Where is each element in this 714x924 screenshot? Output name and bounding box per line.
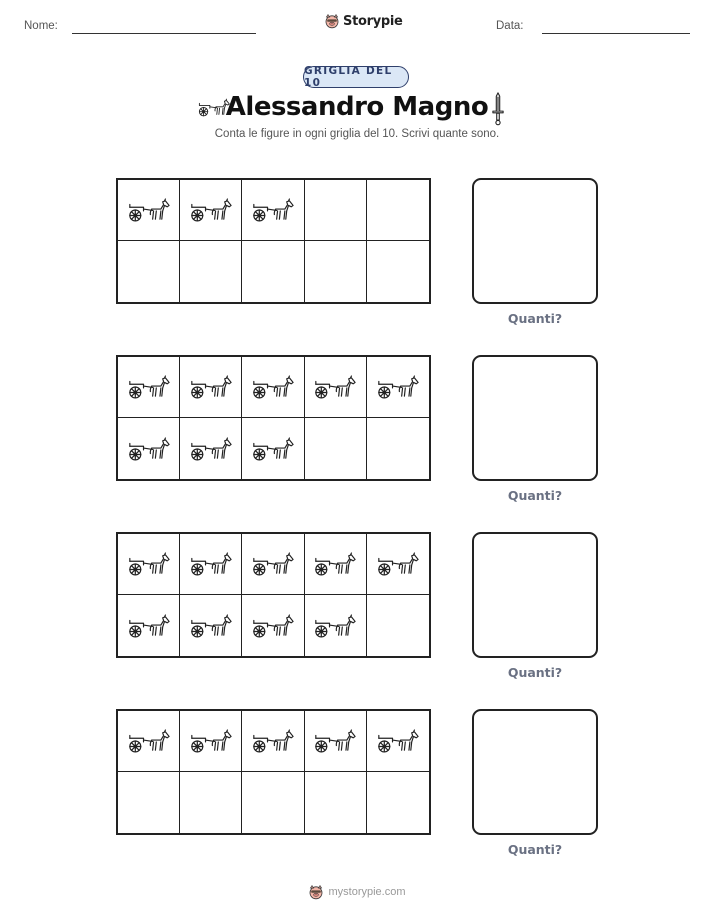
- brand-name: Storypie: [343, 13, 403, 29]
- ten-frame-cell: [367, 595, 429, 656]
- answer-label: Quanti?: [507, 665, 563, 680]
- horse-cart-icon: [190, 727, 232, 755]
- ten-frame-cell: [367, 418, 429, 479]
- ten-frame-cell: [118, 357, 180, 418]
- horse-cart-icon: [252, 435, 294, 463]
- ten-frame-cell: [180, 357, 242, 418]
- horse-cart-icon: [128, 612, 170, 640]
- ten-frame-cell: [118, 180, 180, 241]
- ten-frame-cell: [367, 711, 429, 772]
- ten-frame-cell: [118, 418, 180, 479]
- name-line: [72, 33, 256, 34]
- horse-cart-icon: [190, 373, 232, 401]
- ten-frame-cell: [367, 534, 429, 595]
- horse-cart-icon: [252, 196, 294, 224]
- ten-frame: [116, 355, 431, 481]
- ten-frame-cell: [242, 180, 304, 241]
- ten-frame-cell: [305, 241, 367, 302]
- ten-frame-cell: [180, 595, 242, 656]
- pig-mascot-icon: [308, 884, 324, 900]
- ten-frame-cell: [180, 418, 242, 479]
- horse-cart-icon: [128, 373, 170, 401]
- horse-cart-icon: [252, 612, 294, 640]
- worksheet-badge: GRIGLIA DEL 10: [303, 66, 409, 88]
- horse-cart-icon: [128, 435, 170, 463]
- ten-frame-cell: [242, 418, 304, 479]
- ten-frame-cell: [367, 772, 429, 833]
- horse-cart-icon: [190, 550, 232, 578]
- horse-cart-icon: [190, 612, 232, 640]
- pig-mascot-icon: [324, 13, 340, 29]
- answer-label: Quanti?: [507, 311, 563, 326]
- answer-box[interactable]: [472, 178, 598, 304]
- ten-frame-cell: [305, 357, 367, 418]
- brand: [324, 13, 403, 29]
- ten-frame-cell: [305, 595, 367, 656]
- answer-box[interactable]: [472, 532, 598, 658]
- horse-cart-icon: [128, 727, 170, 755]
- ten-frame-cell: [242, 357, 304, 418]
- horse-cart-icon: [314, 727, 356, 755]
- ten-frame-cell: [305, 772, 367, 833]
- ten-frame-cell: [118, 772, 180, 833]
- ten-frame-cell: [367, 241, 429, 302]
- ten-frame-cell: [180, 772, 242, 833]
- ten-frame: [116, 178, 431, 304]
- ten-frame-cell: [180, 241, 242, 302]
- horse-cart-icon: [128, 550, 170, 578]
- ten-frame-cell: [242, 241, 304, 302]
- horse-cart-icon: [190, 435, 232, 463]
- ten-frame-cell: [305, 534, 367, 595]
- ten-frame-cell: [242, 534, 304, 595]
- name-label: Nome:: [24, 20, 58, 32]
- ten-frame-cell: [242, 711, 304, 772]
- horse-cart-icon: [252, 373, 294, 401]
- horse-cart-icon: [377, 727, 419, 755]
- ten-frame-cell: [305, 418, 367, 479]
- answer-label: Quanti?: [507, 488, 563, 503]
- answer-label: Quanti?: [507, 842, 563, 857]
- horse-cart-icon: [377, 550, 419, 578]
- ten-frame-cell: [118, 711, 180, 772]
- ten-frame: [116, 532, 431, 658]
- ten-frame-cell: [305, 711, 367, 772]
- ten-frame-cell: [242, 772, 304, 833]
- ten-frame-cell: [180, 711, 242, 772]
- ten-frame-cell: [242, 595, 304, 656]
- horse-cart-icon: [252, 727, 294, 755]
- answer-box[interactable]: [472, 355, 598, 481]
- ten-frame-cell: [305, 180, 367, 241]
- ten-frame-cell: [118, 241, 180, 302]
- horse-cart-icon: [314, 612, 356, 640]
- ten-frame-cell: [118, 595, 180, 656]
- horse-cart-icon: [377, 373, 419, 401]
- footer: [0, 884, 714, 900]
- ten-frame-cell: [367, 357, 429, 418]
- sword-icon: [490, 92, 506, 126]
- answer-box[interactable]: [472, 709, 598, 835]
- footer-url: mystorypie.com: [328, 886, 406, 898]
- horse-cart-icon: [190, 196, 232, 224]
- horse-cart-icon: [314, 373, 356, 401]
- ten-frame: [116, 709, 431, 835]
- horse-cart-icon: [128, 196, 170, 224]
- horse-cart-icon: [252, 550, 294, 578]
- instructions: Conta le figure in ogni griglia del 10. Scrivi quante sono.: [214, 128, 500, 140]
- ten-frame-cell: [118, 534, 180, 595]
- ten-frame-cell: [180, 534, 242, 595]
- date-label: Data:: [496, 20, 524, 32]
- page-title: Alessandro Magno: [225, 92, 489, 122]
- date-line: [542, 33, 690, 34]
- ten-frame-cell: [180, 180, 242, 241]
- horse-cart-icon: [314, 550, 356, 578]
- ten-frame-cell: [367, 180, 429, 241]
